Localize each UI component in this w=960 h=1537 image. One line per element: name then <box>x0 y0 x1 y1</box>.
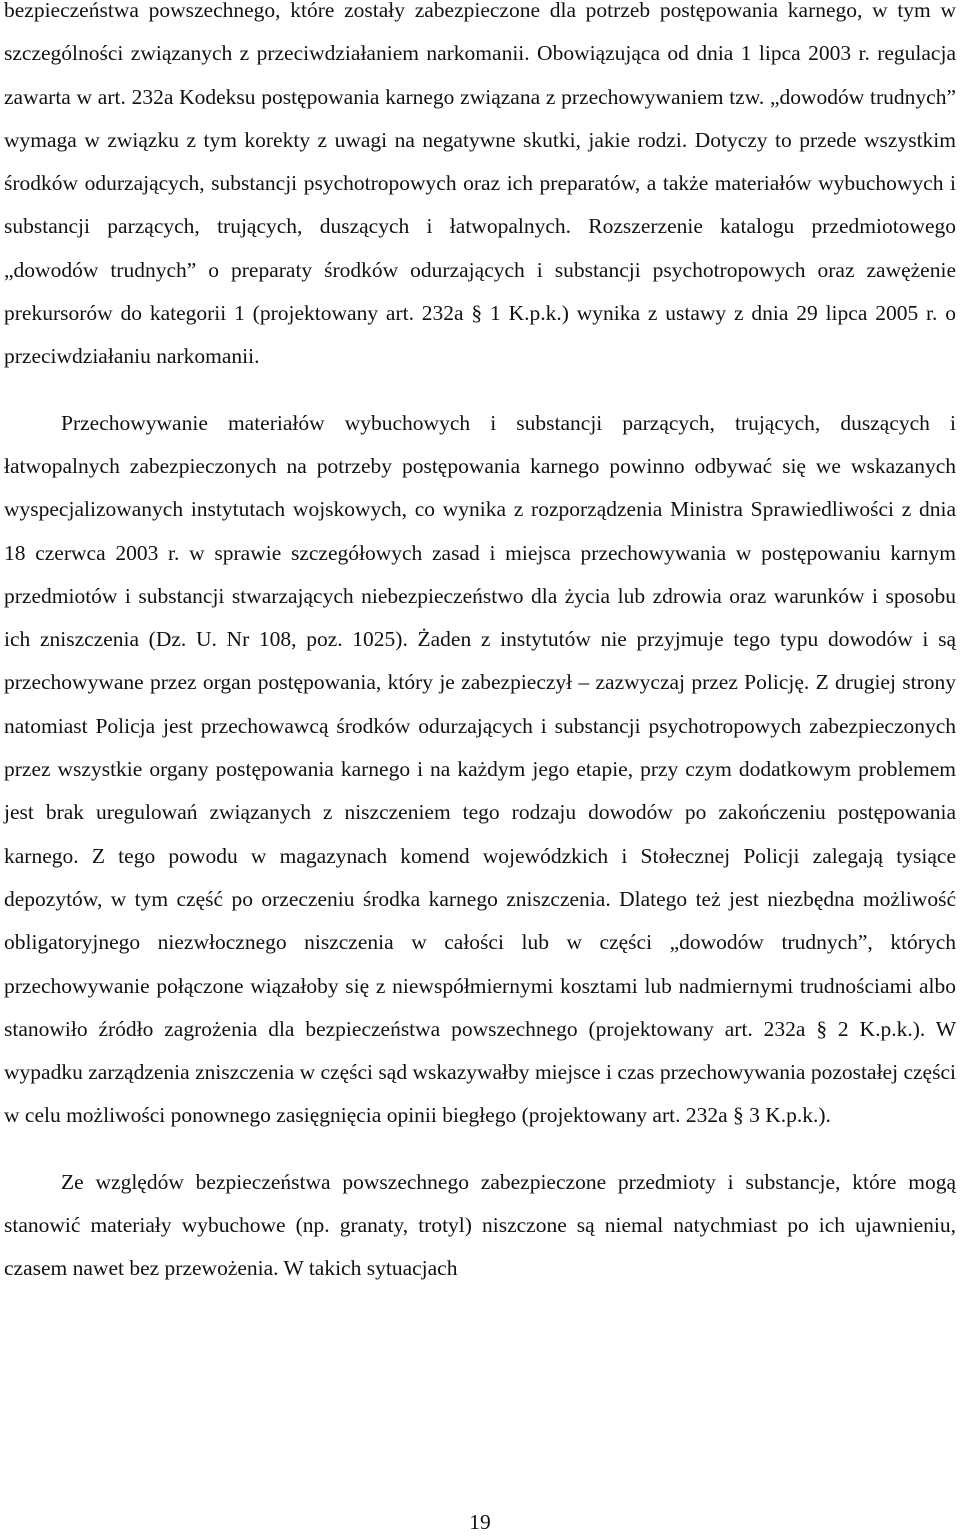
paragraph-storage-of-evidence: Przechowywanie materiałów wybuchowych i substancji parzących, trujących, duszących i łatwopalnych zabezpieczonych na potrzeby postępowania karnego powinno odbywać się we wskazanych wyspecjalizowanych instytutach wojskowych, co wynika z rozporządzenia Ministra Sprawiedliwości z dnia 18 czerwca 2003 r. w sprawie szczegółowych zasad i miejsca przechowywania w postępowaniu karnym przedmiotów i substancji stwarzających niebezpieczeństwo dla życia lub zdrowia oraz warunków i sposobu ich zniszczenia (Dz. U. Nr 108, poz. 1025). Żaden z instytutów nie przyjmuje tego typu dowodów i są przechowywane przez organ postępowania, który je zabezpieczył – zazwyczaj przez Policję. Z drugiej strony natomiast Policja jest przechowawcą środków odurzających i substancji psychotropowych zabezpieczonych przez wszystkie organy postępowania karnego i na każdym jego etapie, przy czym dodatkowym problemem jest brak uregulowań związanych z niszczeniem tego rodzaju dowodów po zakończeniu postępowania karnego. Z tego powodu w magazynach komend wojewódzkich i Stołecznej Policji zalegają tysiące depozytów, w tym część po orzeczeniu środka karnego zniszczenia. Dlatego też jest niezbędna możliwość obligatoryjnego niezwłocznego niszczenia w całości lub w części „dowodów trudnych”, których przechowywanie połączone wiązałoby się z niewspółmiernymi kosztami lub nadmiernymi trudnościami albo stanowiło źródło zagrożenia dla bezpieczeństwa powszechnego (projektowany art. 232a § 2 K.p.k.). W wypadku zarządzenia zniszczenia w części sąd wskazywałby miejsce i czas przechowywania pozostałej części w celu możliwości ponownego zasięgnięcia opinii biegłego (projektowany art. 232a § 3 K.p.k.). <box>4 410 956 1128</box>
page-number: 19 <box>469 1510 491 1534</box>
paragraph-continuation: bezpieczeństwa powszechnego, które zostały zabezpieczone dla potrzeb postępowania karnego, w tym w szczególności związanych z przeciwdziałaniem narkomanii. Obowiązująca od dnia 1 lipca 2003 r. regulacja zawarta w art. 232a Kodeksu postępowania karnego związana z przechowywaniem tzw. „dowodów trudnych” wymaga w związku z tym korekty z uwagi na negatywne skutki, jakie rodzi. Dotyczy to przede wszystkim środków odurzających, substancji psychotropowych oraz ich preparatów, a także materiałów wybuchowych i substancji parzących, trujących, duszących i łatwopalnych. Rozszerzenie katalogu przedmiotowego „dowodów trudnych” o preparaty środków odurzających i substancji psychotropowych oraz zawężenie prekursorów do kategorii 1 (projektowany art. 232a § 1 K.p.k.) wynika z ustawy z dnia 29 lipca 2005 r. o przeciwdziałaniu narkomanii. <box>4 0 956 369</box>
paragraph-public-safety: Ze względów bezpieczeństwa powszechnego zabezpieczone przedmioty i substancje, które mogą stanowić materiały wybuchowe (np. granaty, trotyl) niszczone są niemal natychmiast po ich ujawnieniu, czasem nawet bez przewożenia. W takich sytuacjach <box>4 1169 956 1281</box>
